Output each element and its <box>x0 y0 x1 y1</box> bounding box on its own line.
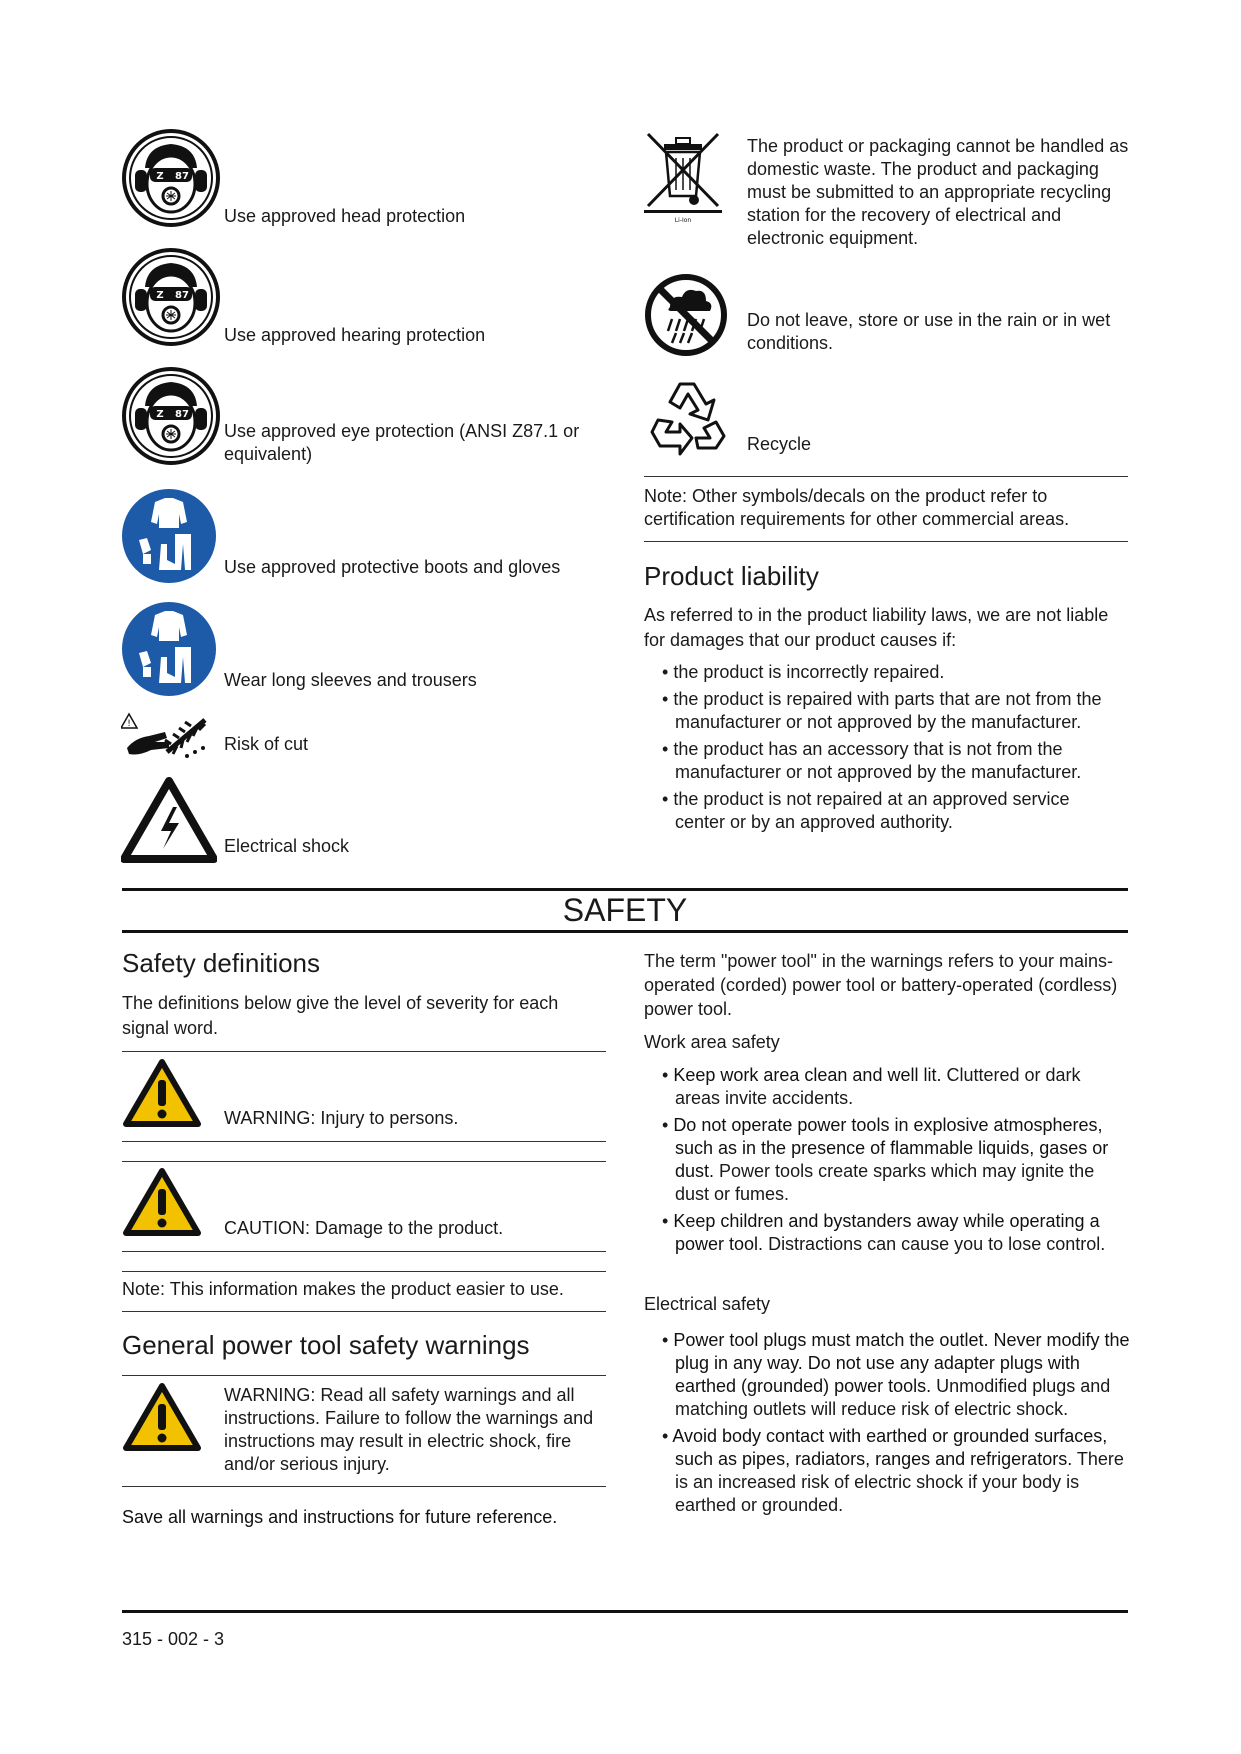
electrical-list <box>644 1329 1130 1521</box>
num-text: 87 <box>175 409 189 420</box>
list-item: • Power tool plugs must match the outlet. Never modify the plug in any way. Do not use any adapter plugs with earthed (grounded) power tools. Unmodified plugs and matching outlets will reduce risk of electric shock. <box>644 1329 1130 1421</box>
divider <box>122 1141 606 1142</box>
divider <box>122 1486 606 1487</box>
ppe-label-eye: Use approved eye protection (ANSI Z87.1 or equivalent) <box>224 421 580 464</box>
note-label: Note: <box>644 486 688 506</box>
electrical-title: Electrical safety <box>644 1294 771 1314</box>
no-rain-text: Do not leave, store or use in the rain or in wet conditions. <box>747 310 1111 353</box>
warning-body: Read all safety warnings and all instructions. Failure to follow the warnings and instructions may result in electric shock, fire and/or serious injury. <box>224 1385 594 1474</box>
divider <box>122 1271 606 1272</box>
eye-protection-icon <box>121 366 221 466</box>
divider <box>122 1161 606 1162</box>
num-text: 87 <box>175 290 189 301</box>
ppe-label-shock: Electrical shock <box>224 836 350 856</box>
work-area-title: Work area safety <box>644 1032 780 1052</box>
page-number: 315 - 002 - 3 <box>122 1629 225 1649</box>
list-item: • the product is incorrectly repaired. <box>644 661 1124 684</box>
warning-label: WARNING: <box>224 1385 316 1405</box>
note-text: Other symbols/decals on the product refer to certification requirements for other commercial areas. <box>644 486 1070 529</box>
boots-gloves-icon <box>121 488 217 584</box>
product-liability-title: Product liability <box>644 561 819 591</box>
warning-triangle-icon <box>122 1382 202 1454</box>
divider <box>122 1251 606 1252</box>
section-title: SAFETY <box>562 892 688 928</box>
ppe-label-boots: Use approved protective boots and gloves <box>224 557 561 577</box>
warning-triangle-icon <box>122 1058 202 1130</box>
safety-definitions-title: Safety definitions <box>122 948 321 978</box>
divider <box>644 476 1128 477</box>
hearing-protection-icon <box>121 247 221 347</box>
product-liability-intro: As referred to in the product liability laws, we are not liable for damages that our product causes if: <box>644 605 1109 650</box>
caution-text: Damage to the product. <box>315 1218 504 1238</box>
safety-definitions-intro: The definitions below give the level of severity for each signal word. <box>122 993 559 1038</box>
list-item: • Do not operate power tools in explosive atmospheres, such as in the presence of flammable liquids, gases or dust. Power tools create sparks which may ignite the dust or fumes. <box>644 1114 1130 1206</box>
z-text: Z <box>156 290 164 301</box>
product-liability-list <box>644 661 1124 838</box>
general-warnings-title: General power tool safety warnings <box>122 1330 530 1360</box>
list-item: • Avoid body contact with earthed or grounded surfaces, such as pipes, radiators, ranges and refrigerators. There is an increased risk of electric shock if your body is earthed or grounded. <box>644 1425 1130 1517</box>
ppe-label-cut: Risk of cut <box>224 734 309 754</box>
ppe-label-hearing: Use approved hearing protection <box>224 325 486 345</box>
section-rule-bottom <box>122 930 1128 933</box>
save-instructions-text: Save all warnings and instructions for future reference. <box>122 1507 558 1527</box>
list-item: • the product is repaired with parts that are not from the manufacturer or not approved by the manufacturer. <box>644 688 1124 734</box>
note-certification <box>644 485 1128 531</box>
long-sleeves-icon <box>121 601 217 697</box>
list-item: • Keep children and bystanders away while operating a power tool. Distractions can cause you to lose control. <box>644 1210 1130 1256</box>
num-text: 87 <box>175 171 189 182</box>
caution-triangle-icon <box>122 1167 202 1239</box>
caution-definition <box>224 1217 604 1240</box>
warning-text: Injury to persons. <box>320 1108 459 1128</box>
recycle-icon <box>644 374 730 460</box>
divider <box>122 1375 606 1376</box>
caution-label: CAUTION: <box>224 1218 311 1238</box>
note-definition <box>122 1278 606 1301</box>
divider <box>122 1311 606 1312</box>
ppe-label-head: Use approved head protection <box>224 206 466 226</box>
ppe-label-sleeves: Wear long sleeves and trousers <box>224 670 477 690</box>
z-text: Z <box>156 409 164 420</box>
risk-of-cut-icon <box>121 712 213 762</box>
warning-definition <box>224 1107 604 1130</box>
general-warning-text <box>224 1384 612 1476</box>
z-text: Z <box>156 171 164 182</box>
electrical-shock-icon <box>121 777 217 863</box>
work-area-list <box>644 1064 1130 1260</box>
crossed-bin-icon <box>644 130 722 224</box>
liion-text: Li-Ion <box>674 217 692 224</box>
list-item: • the product has an accessory that is not from the manufacturer or not approved by the manufacturer. <box>644 738 1124 784</box>
crossed-bin-text: The product or packaging cannot be handled as domestic waste. The product and packaging must be submitted to an appropriate recycling station for the recovery of electrical and electronic equipment. <box>747 136 1129 248</box>
divider <box>122 1051 606 1052</box>
warning-label: WARNING: <box>224 1108 316 1128</box>
footer-rule <box>122 1610 1128 1613</box>
recycle-text: Recycle <box>747 434 812 454</box>
head-protection-icon <box>121 128 221 228</box>
svg-text:!: ! <box>127 719 131 729</box>
no-rain-icon <box>644 273 728 357</box>
power-tool-term: The term "power tool" in the warnings refers to your mains-operated (corded) power tool or battery-operated (cordless) power tool. <box>644 951 1118 1019</box>
divider <box>644 541 1128 542</box>
note-label: Note: <box>122 1279 166 1299</box>
list-item: • the product is not repaired at an approved service center or by an approved authority. <box>644 788 1124 834</box>
list-item: • Keep work area clean and well lit. Cluttered or dark areas invite accidents. <box>644 1064 1130 1110</box>
note-text: This information makes the product easier to use. <box>169 1279 564 1299</box>
